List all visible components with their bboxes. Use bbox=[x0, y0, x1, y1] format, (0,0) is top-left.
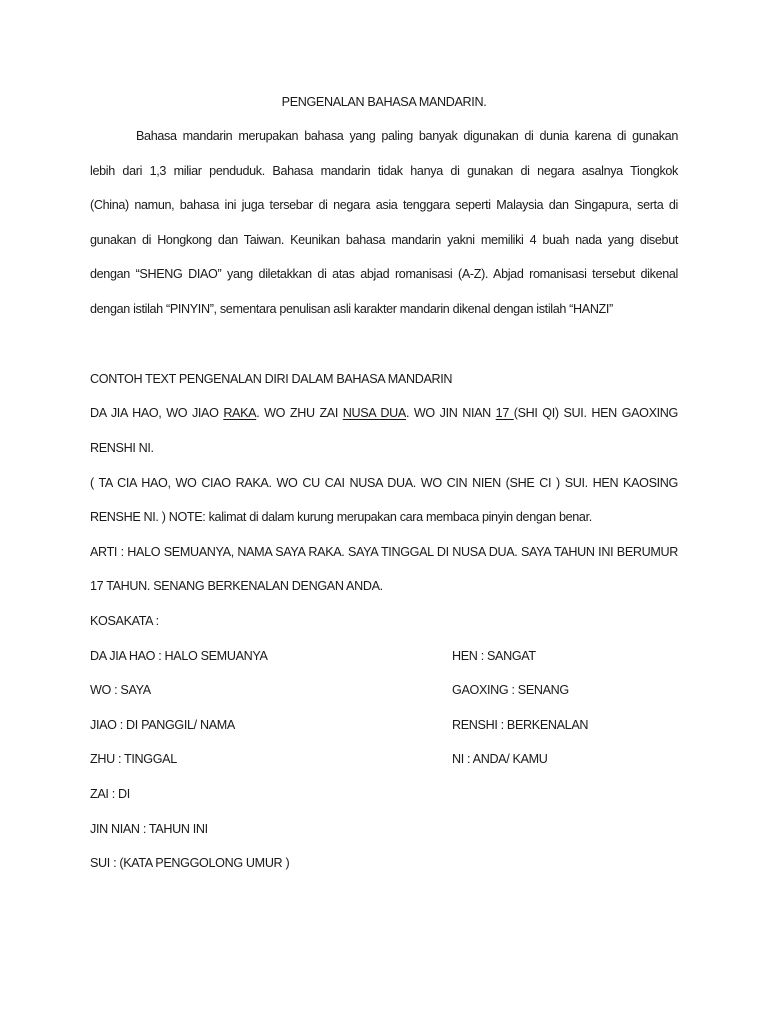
example-text: DA JIA HAO, WO JIAO bbox=[90, 406, 224, 420]
vocab-item: HEN : SANGAT bbox=[452, 649, 536, 663]
vocab-item: DA JIA HAO : HALO SEMUANYA bbox=[90, 649, 268, 663]
example-text: (SHI QI) SUI. HEN GAOXING bbox=[513, 406, 678, 420]
example-text: . WO ZHU ZAI bbox=[256, 406, 343, 420]
vocab-item: JIN NIAN : TAHUN INI bbox=[90, 822, 208, 836]
underlined-place: NUSA DUA bbox=[342, 406, 406, 420]
vocab-item: RENSHI : BERKENALAN bbox=[452, 718, 589, 732]
pronunciation-line-2: RENSHE NI. ) NOTE: kalimat di dalam kurung merupakan cara membaca pinyin dengan benar. bbox=[90, 510, 592, 524]
vocab-item: ZHU : TINGGAL bbox=[90, 752, 177, 766]
vocab-item: SUI : (KATA PENGGOLONG UMUR ) bbox=[90, 856, 290, 870]
vocab-item: NI : ANDA/ KAMU bbox=[452, 752, 548, 766]
vocab-item: ZAI : DI bbox=[90, 787, 130, 801]
intro-line-3: (China) namun, bahasa ini juga tersebar di negara asia tenggara seperti Malaysia dan Singapura, serta di bbox=[90, 198, 678, 212]
pronunciation-line-1: ( TA CIA HAO, WO CIAO RAKA. WO CU CAI NUSA DUA. WO CIN NIEN (SHE CI ) SUI. HEN KAOSING bbox=[90, 476, 678, 490]
vocab-item: WO : SAYA bbox=[90, 683, 151, 697]
vocab-heading: KOSAKATA : bbox=[90, 614, 159, 628]
example-text: . WO JIN NIAN bbox=[405, 406, 496, 420]
intro-line-2: lebih dari 1,3 miliar penduduk. Bahasa mandarin tidak hanya di gunakan di negara asalnya Tiongkok bbox=[90, 164, 678, 178]
intro-line-5: dengan “SHENG DIAO” yang diletakkan di atas abjad romanisasi (A-Z). Abjad romanisasi tersebut dikenal bbox=[90, 267, 678, 281]
example-line-1 bbox=[90, 406, 678, 420]
section-heading: CONTOH TEXT PENGENALAN DIRI DALAM BAHASA MANDARIN bbox=[90, 372, 453, 386]
intro-line-6: dengan istilah “PINYIN”, sementara penulisan asli karakter mandarin dikenal dengan istilah “HANZI” bbox=[90, 302, 613, 316]
underlined-age: 17 bbox=[495, 406, 514, 420]
meaning-line-2: 17 TAHUN. SENANG BERKENALAN DENGAN ANDA. bbox=[90, 579, 383, 593]
document-title: PENGENALAN BAHASA MANDARIN. bbox=[281, 95, 487, 109]
vocab-item: GAOXING : SENANG bbox=[452, 683, 569, 697]
intro-line-1: Bahasa mandarin merupakan bahasa yang paling banyak digunakan di dunia karena di gunakan bbox=[136, 129, 678, 143]
meaning-line-1: ARTI : HALO SEMUANYA, NAMA SAYA RAKA. SAYA TINGGAL DI NUSA DUA. SAYA TAHUN INI BERUMUR bbox=[90, 545, 678, 559]
example-line-2: RENSHI NI. bbox=[90, 441, 154, 455]
intro-line-4: gunakan di Hongkong dan Taiwan. Keunikan bahasa mandarin yakni memiliki 4 buah nada yang disebut bbox=[90, 233, 678, 247]
underlined-name: RAKA bbox=[223, 406, 257, 420]
vocab-item: JIAO : DI PANGGIL/ NAMA bbox=[90, 718, 235, 732]
